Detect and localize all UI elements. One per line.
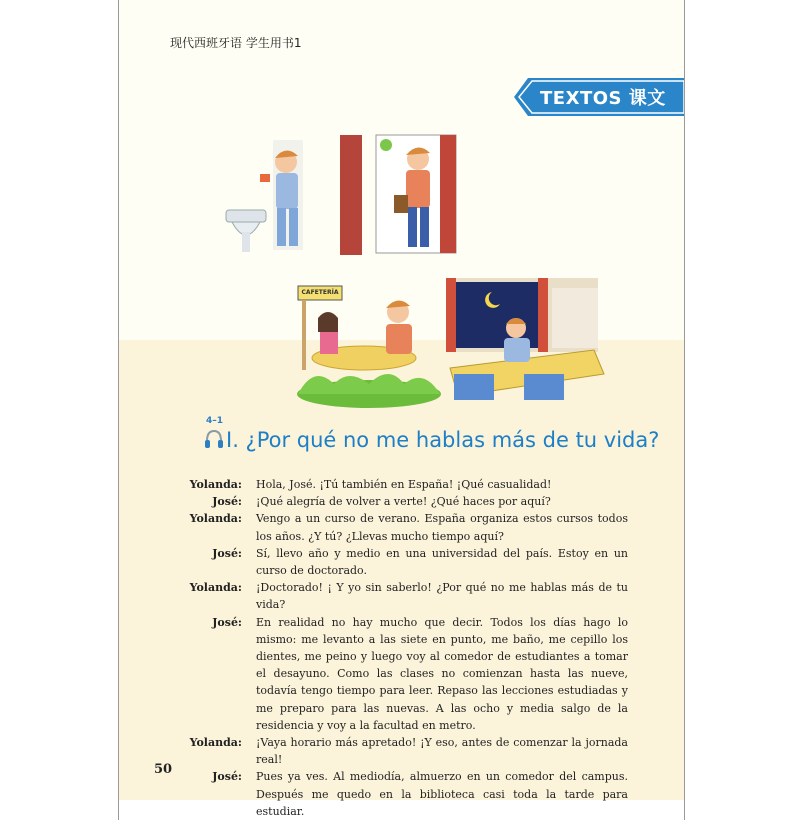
illustration-studying-night bbox=[444, 278, 606, 408]
dialogue bbox=[180, 476, 628, 820]
speaker-name: José: bbox=[212, 770, 242, 784]
dialogue-text: ¡Qué alegría de volver a verte! ¿Qué haces por aquí? bbox=[256, 495, 551, 509]
speaker-name: José: bbox=[212, 615, 242, 629]
dialogue-text: Sí, llevo año y medio en una universidad del país. Estoy en un curso de doctorado. bbox=[256, 546, 628, 578]
book-page bbox=[118, 0, 684, 818]
cafeteria-sign: CAFETERÍA bbox=[301, 289, 339, 296]
dialogue-line bbox=[180, 734, 628, 768]
illustration-leaving-room bbox=[340, 135, 480, 265]
dialogue-line bbox=[180, 493, 628, 510]
page-left-edge bbox=[118, 0, 119, 820]
section-title: I. ¿Por qué no me hablas más de tu vida? bbox=[226, 428, 660, 452]
speaker-name: Yolanda: bbox=[189, 581, 242, 595]
textos-banner bbox=[514, 78, 684, 116]
dialogue-text: ¡Doctorado! ¡ Y yo sin saberlo! ¿Por qué no me hablas más de tu vida? bbox=[256, 581, 628, 612]
speaker-name: José: bbox=[212, 546, 242, 560]
dialogue-line bbox=[180, 510, 628, 544]
dialogue-line bbox=[180, 614, 628, 734]
dialogue-line bbox=[180, 476, 628, 493]
audio-track-number: 4–1 bbox=[206, 416, 224, 426]
page-number: 50 bbox=[154, 762, 173, 777]
speaker-name: Yolanda: bbox=[189, 478, 242, 491]
dialogue-line bbox=[180, 545, 628, 579]
dialogue-text: Vengo a un curso de verano. España organiza estos cursos todos los años. ¿Y tú? ¿Llevas mucho tiempo aquí? bbox=[256, 512, 628, 543]
headphone-icon[interactable] bbox=[204, 428, 224, 450]
dialogue-text: Pues ya ves. Al mediodía, almuerzo en un comedor del campus. Después me quedo en la biblioteca casi toda la tarde para estudiar. bbox=[256, 770, 628, 818]
dialogue-line bbox=[180, 768, 628, 820]
illustration-cafeteria bbox=[294, 284, 444, 409]
dialogue-text: En realidad no hay mucho que decir. Todos los días hago lo mismo: me levanto a las siete en punto, me baño, me cepillo los dientes, me peino y luego voy al comedor de estudiantes a tomar el desayuno. Como las clases no comienzan hasta las nueve, todavía tengo tiempo para leer. Repaso las lecciones estudiadas y me preparo para las nuevas. A las ocho y media salgo de la residencia y voy a la facultad en metro. bbox=[256, 615, 628, 732]
book-header: 现代西班牙语 学生用书1 bbox=[170, 36, 302, 50]
dialogue-text: Hola, José. ¡Tú también en España! ¡Qué casualidad! bbox=[256, 478, 552, 491]
dialogue-text: ¡Vaya horario más apretado! ¡Y eso, antes de comenzar la jornada real! bbox=[256, 736, 628, 767]
speaker-name: José: bbox=[212, 495, 242, 509]
speaker-name: Yolanda: bbox=[189, 736, 242, 750]
illustration-brushing-teeth bbox=[218, 140, 328, 260]
speaker-name: Yolanda: bbox=[189, 512, 242, 526]
page-right-edge bbox=[684, 0, 685, 820]
banner-label: TEXTOS 课文 bbox=[540, 88, 666, 109]
dialogue-line bbox=[180, 579, 628, 613]
